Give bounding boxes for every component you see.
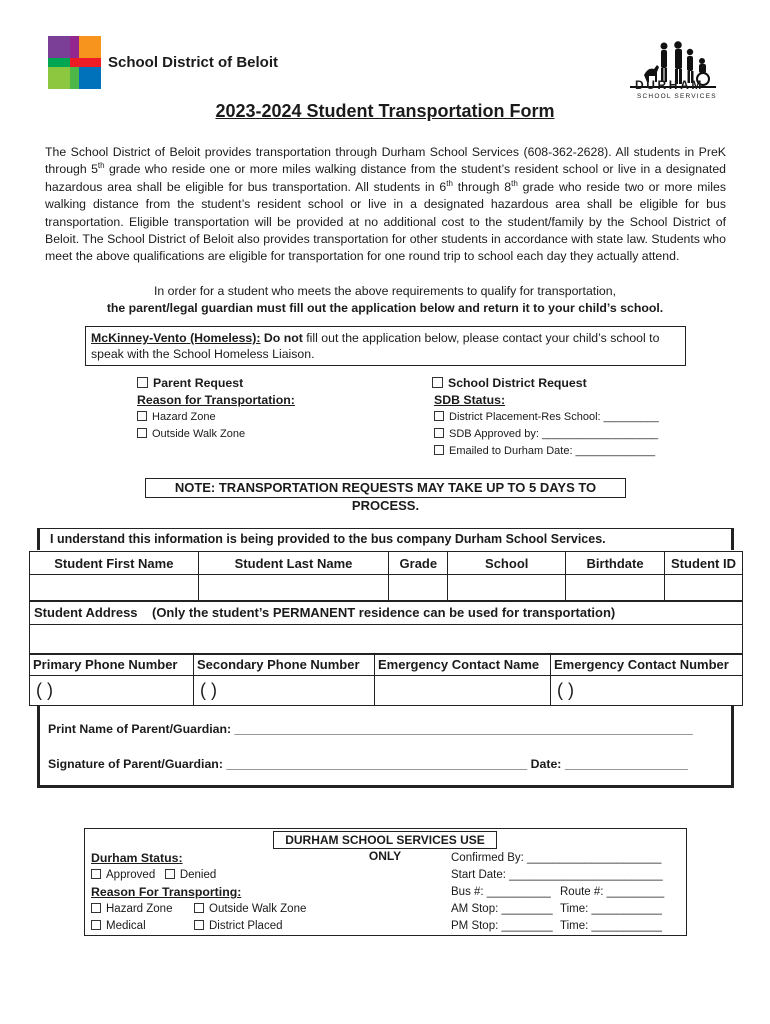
reason-row-1 (91, 901, 306, 918)
homeless-label: McKinney-Vento (Homeless): (91, 331, 261, 345)
birthdate-field[interactable] (566, 575, 665, 602)
intro-text-1: The School District of Beloit provides transportation through Durham School Services (608-362-2628). All students in PreK through 5 (45, 145, 726, 177)
option-hazard-zone[interactable] (137, 409, 295, 426)
checkbox-icon (432, 377, 443, 388)
parent-request-checkbox[interactable] (137, 375, 295, 392)
student-table (29, 551, 743, 602)
contact-row (30, 676, 743, 706)
outside-walk-zone-label: Outside Walk Zone (209, 903, 307, 915)
approved-label: Approved (106, 869, 156, 881)
parent-request-label: Parent Request (153, 376, 244, 390)
checkbox-icon (194, 903, 204, 913)
header-last-name: Student Last Name (198, 552, 389, 575)
option-label: Hazard Zone (152, 411, 216, 423)
office-use-title: DURHAM SCHOOL SERVICES USE ONLY (273, 831, 497, 849)
hazard-zone-checkbox[interactable] (91, 901, 194, 918)
address-row (30, 625, 743, 655)
office-right-column (451, 850, 664, 935)
parent-request-section (137, 375, 295, 443)
primary-phone-field[interactable]: ( ) (30, 676, 194, 706)
student-id-field[interactable] (665, 575, 743, 602)
checkbox-icon (434, 428, 444, 438)
checkbox-icon (137, 428, 147, 438)
option-label: SDB Approved by: ___________________ (449, 428, 659, 440)
status-options (91, 867, 306, 884)
address-header (30, 601, 743, 625)
header-primary-phone: Primary Phone Number (30, 654, 194, 676)
hazard-zone-label: Hazard Zone (106, 903, 173, 915)
signature-section (37, 706, 734, 788)
option-label: Emailed to Durham Date: _____________ (449, 445, 656, 457)
understand-statement: I understand this information is being provided to the bus company Durham School Services. (37, 528, 734, 550)
homeless-do-not: Do not (263, 331, 303, 345)
office-left-column (91, 850, 306, 935)
contact-header-row (30, 654, 743, 676)
header-emergency-number: Emergency Contact Number (551, 654, 743, 676)
outside-walk-zone-checkbox[interactable] (194, 903, 306, 915)
checkbox-icon (165, 869, 175, 879)
header-grade: Grade (389, 552, 448, 575)
am-row (451, 901, 664, 918)
checkbox-icon (91, 920, 101, 930)
option-sdb-approved[interactable] (432, 426, 659, 443)
medical-label: Medical (106, 920, 146, 932)
option-district-placement[interactable] (432, 409, 659, 426)
address-label: Student Address (34, 605, 138, 620)
grade-field[interactable] (389, 575, 448, 602)
header-secondary-phone: Secondary Phone Number (194, 654, 375, 676)
bus-route-row (451, 884, 664, 901)
processing-note: NOTE: TRANSPORTATION REQUESTS MAY TAKE UP TO 5 DAYS TO PROCESS. (145, 478, 626, 498)
am-stop-field[interactable]: AM Stop: ________ (451, 903, 553, 915)
reason-transporting-label: Reason For Transporting: (91, 885, 242, 899)
district-placed-label: District Placed (209, 920, 283, 932)
reason-for-transportation-label: Reason for Transportation: (137, 393, 295, 407)
first-name-field[interactable] (30, 575, 199, 602)
am-time-field[interactable]: Time: ___________ (560, 903, 662, 915)
address-header-row (30, 601, 743, 625)
durham-subtitle: SCHOOL SERVICES (637, 93, 717, 100)
district-request-label: School District Request (448, 376, 587, 390)
district-logo (48, 36, 101, 89)
header-birthdate: Birthdate (566, 552, 665, 575)
instructions-line-1: In order for a student who meets the above requirements to qualify for transportation, (153, 284, 617, 298)
option-emailed-durham[interactable] (432, 443, 659, 460)
print-name-field[interactable]: Print Name of Parent/Guardian: ___________________________________________________________________ (48, 722, 693, 736)
route-field[interactable]: Route #: _________ (560, 886, 665, 898)
office-use-box (84, 828, 687, 936)
page-title: 2023-2024 Student Transportation Form (215, 101, 555, 121)
checkbox-icon (91, 869, 101, 879)
district-placed-checkbox[interactable] (194, 920, 283, 932)
district-request-checkbox[interactable] (432, 375, 659, 392)
emergency-number-field[interactable]: ( ) (551, 676, 743, 706)
checkbox-icon (137, 411, 147, 421)
checkbox-icon (434, 445, 444, 455)
header-student-id: Student ID (665, 552, 743, 575)
instructions (0, 283, 770, 318)
last-name-field[interactable] (198, 575, 389, 602)
durham-name: DURHAM (635, 78, 704, 92)
header-school: School (448, 552, 566, 575)
intro-sup-3: th (511, 178, 518, 188)
contact-table (29, 653, 743, 706)
option-outside-walk-zone[interactable] (137, 426, 295, 443)
district-name: School District of Beloit (108, 54, 279, 71)
bus-field[interactable]: Bus #: __________ (451, 886, 551, 898)
secondary-phone-field[interactable]: ( ) (194, 676, 375, 706)
denied-label: Denied (179, 869, 217, 881)
option-label: District Placement-Res School: _________ (449, 411, 659, 423)
student-table-header (30, 552, 743, 575)
school-field[interactable] (448, 575, 566, 602)
pm-row (451, 918, 664, 935)
address-field[interactable] (30, 625, 743, 655)
checkbox-icon (91, 903, 101, 913)
address-table (29, 600, 743, 655)
pm-stop-field[interactable]: PM Stop: ________ (451, 920, 553, 932)
homeless-text: fill out the application below, please contact your child’s school to speak with the School Homeless Liaison. (91, 331, 660, 361)
header-emergency-name: Emergency Contact Name (375, 654, 551, 676)
confirmed-by-field[interactable]: Confirmed By: _____________________ (451, 852, 662, 864)
intro-text-3: through 8 (452, 179, 512, 194)
checkbox-icon (194, 920, 204, 930)
denied-checkbox[interactable] (165, 869, 216, 881)
header-first-name: Student First Name (30, 552, 199, 575)
intro-text-2: grade who reside one or more miles walking distance from the student’s resident school or live in a designated hazardous area shall be eligible for bus transportation. All students in 6 (45, 162, 727, 194)
intro-paragraph (45, 144, 726, 266)
student-table-row (30, 575, 743, 602)
intro-sup-1: th (97, 161, 105, 171)
sdb-status-label: SDB Status: (434, 393, 506, 407)
durham-status-label: Durham Status: (91, 851, 183, 865)
approved-checkbox[interactable] (91, 869, 155, 881)
instructions-line-2: the parent/legal guardian must fill out the application below and return it to your child’s school. (106, 301, 664, 316)
district-request-section (432, 375, 659, 460)
option-label: Outside Walk Zone (152, 428, 246, 440)
start-date-field[interactable]: Start Date: ________________________ (451, 869, 663, 881)
homeless-notice (85, 326, 686, 366)
medical-checkbox[interactable] (91, 918, 194, 935)
checkbox-icon (137, 377, 148, 388)
pm-time-field[interactable]: Time: ___________ (560, 920, 662, 932)
address-note: (Only the student’s PERMANENT residence can be used for transportation) (151, 605, 616, 620)
intro-text-4: grade who reside two or more miles walking distance from the student’s resident school or live in a designated hazardous area shall be eligible for bus transportation. Eligible transportation will be provided at no additional cost to the student/family by the School District of Beloit. The School District of Beloit also provides transportation for other students in accordance with state law. Students who meet the above qualifications are eligible for transportation for one round trip to school each day they actually attend. (45, 179, 726, 264)
reason-row-2 (91, 918, 306, 935)
intro-sup-2: th (446, 178, 453, 188)
signature-field[interactable]: Signature of Parent/Guardian: ____________________________________________ Date: __________________ (48, 757, 688, 771)
checkbox-icon (434, 411, 444, 421)
emergency-name-field[interactable] (375, 676, 551, 706)
